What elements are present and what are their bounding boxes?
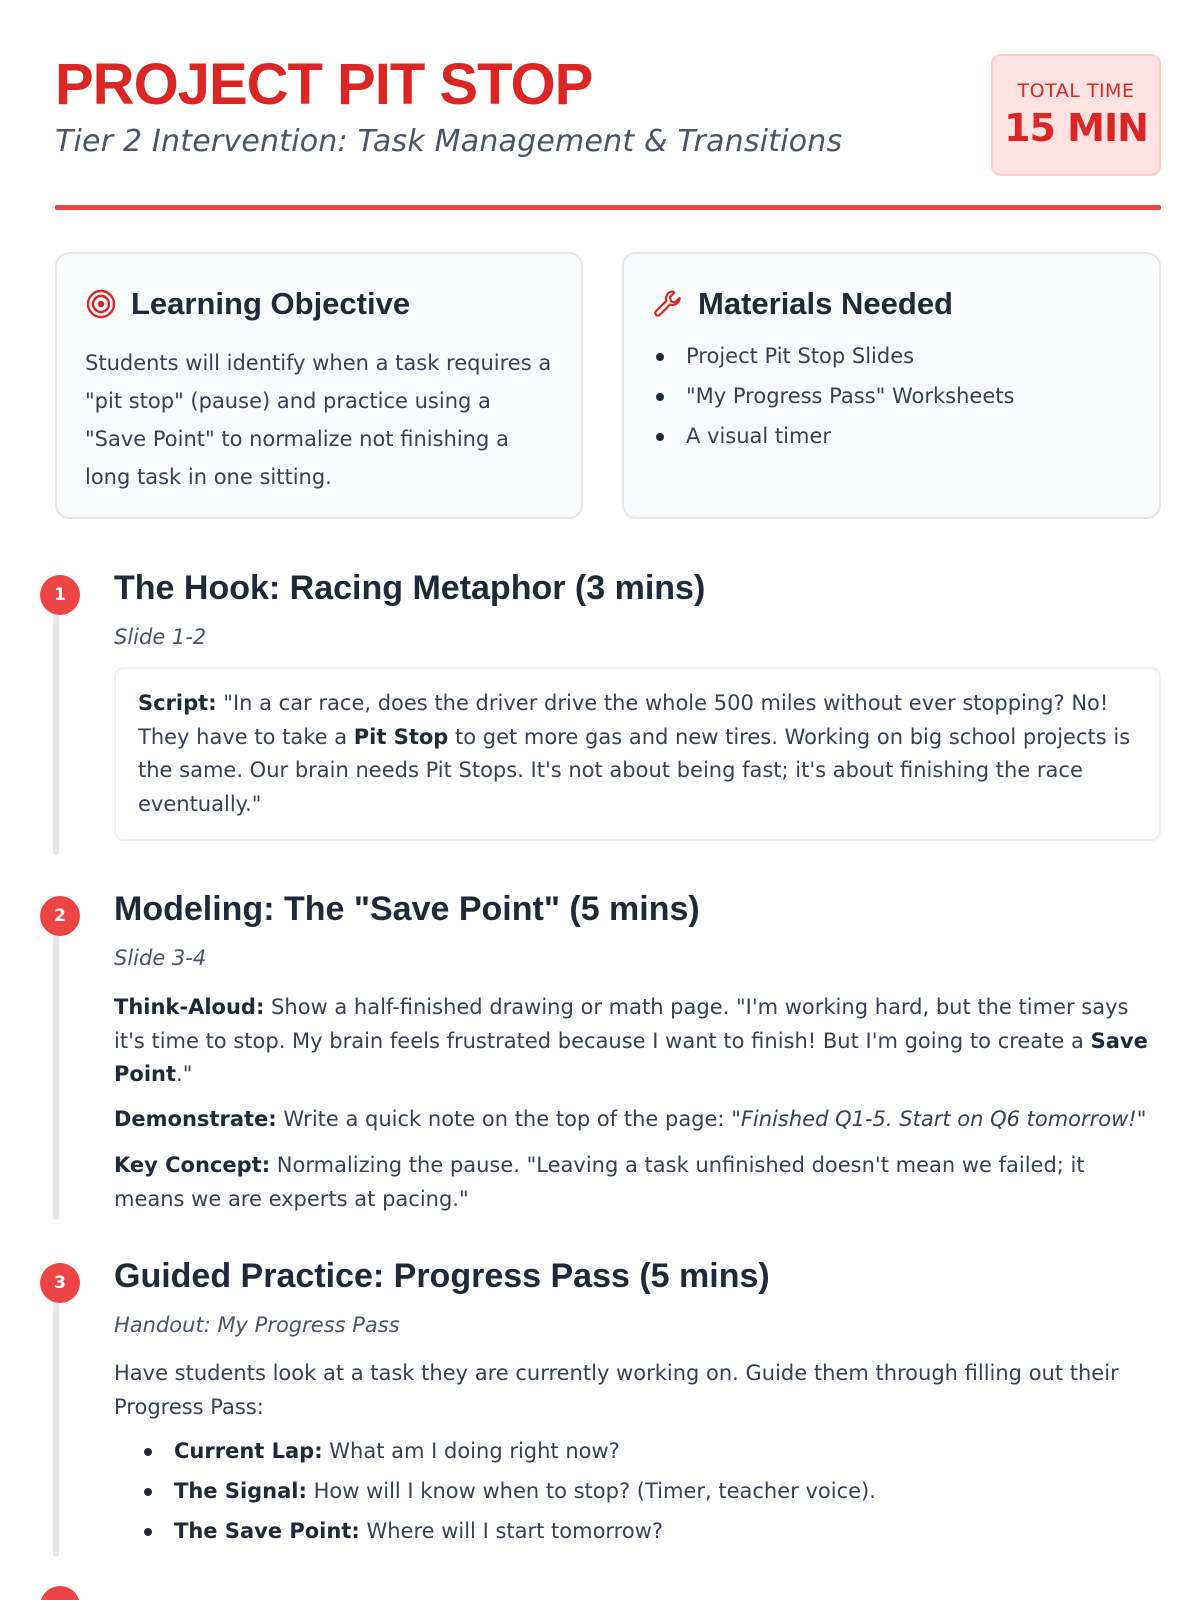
section-slide-ref: Slide 3-4 <box>114 946 207 970</box>
timeline-line <box>53 920 59 1220</box>
section-title: Modeling: The "Save Point" (5 mins) <box>114 890 700 928</box>
list-item <box>114 1431 876 1471</box>
item-text: How will I know when to stop? (Timer, teacher voice). <box>306 1479 876 1503</box>
demonstrate-note: "Finished Q1-5. Start on Q6 tomorrow!" <box>731 1107 1147 1131</box>
section-hook <box>40 569 1161 855</box>
script-bold: Pit Stop <box>353 724 449 749</box>
script-label: Script: <box>138 691 217 715</box>
materials-list <box>652 336 1014 456</box>
total-time-value: 15 MIN <box>1004 106 1148 150</box>
script-text-end: to get more gas and new tires. Working on big school projects is the same. Our brain needs Pit Stops. It's not about being fast; it's about finishing the race eventually." <box>138 724 1131 816</box>
materials-title: Materials Needed <box>698 286 953 321</box>
item-text: What am I doing right now? <box>322 1439 620 1463</box>
materials-header <box>652 286 953 322</box>
learning-objective-text: Students will identify when a task requires a "pit stop" (pause) and practice using a "Save Point" to normalize not finishing a long task in one sitting. <box>85 351 552 489</box>
list-item: A visual timer <box>652 416 1014 456</box>
think-aloud-label: Think-Aloud: <box>114 995 265 1019</box>
list-item: Project Pit Stop Slides <box>652 336 1014 376</box>
wrench-icon <box>652 288 684 320</box>
list-item <box>114 1471 876 1511</box>
script-text: "In a car race, does the driver drive the whole 500 miles without ever stopping? No! They have to take a <box>138 691 1109 749</box>
total-time-label: TOTAL TIME <box>1017 80 1135 102</box>
step-number-badge: 3 <box>40 1263 80 1303</box>
next-step-badge <box>40 1586 80 1600</box>
timeline-line <box>53 1287 59 1557</box>
step-number-badge: 1 <box>40 575 80 615</box>
key-concept-paragraph <box>114 1149 1161 1216</box>
learning-objective-title: Learning Objective <box>131 286 411 321</box>
list-item: "My Progress Pass" Worksheets <box>652 376 1014 416</box>
think-aloud-paragraph <box>114 991 1161 1092</box>
item-label: The Signal: <box>174 1479 307 1503</box>
learning-objective-card <box>55 252 583 519</box>
section-handout-ref: Handout: My Progress Pass <box>114 1313 400 1337</box>
page-title: PROJECT PIT STOP <box>55 52 593 117</box>
section-slide-ref: Slide 1-2 <box>114 625 207 649</box>
timeline-line <box>53 599 59 855</box>
section-title: The Hook: Racing Metaphor (3 mins) <box>114 569 706 607</box>
list-item <box>114 1511 876 1551</box>
demonstrate-paragraph <box>114 1103 1161 1137</box>
item-label: Current Lap: <box>174 1439 323 1463</box>
think-aloud-text: Show a half-finished drawing or math page. "I'm working hard, but the timer says it's time to stop. My brain feels frustrated because I want to finish! But I'm going to create a <box>114 995 1129 1053</box>
header-divider <box>55 205 1161 210</box>
learning-objective-header <box>85 286 410 322</box>
step-number-badge: 2 <box>40 896 80 936</box>
guided-practice-intro: Have students look at a task they are currently working on. Guide them through filling out their Progress Pass: <box>114 1361 1119 1419</box>
key-concept-text: Normalizing the pause. "Leaving a task unfinished doesn't mean we failed; it means we are experts at pacing." <box>114 1153 1085 1211</box>
materials-card <box>622 252 1161 519</box>
section-title: Guided Practice: Progress Pass (5 mins) <box>114 1257 770 1295</box>
demonstrate-label: Demonstrate: <box>114 1107 277 1131</box>
demonstrate-text: Write a quick note on the top of the page: <box>276 1107 732 1131</box>
target-icon <box>85 288 117 320</box>
think-aloud-end: ." <box>176 1062 193 1086</box>
save-point-bold: Save Point <box>114 1028 1148 1086</box>
page-subtitle: Tier 2 Intervention: Task Management & Transitions <box>55 124 843 159</box>
page-header <box>55 52 1161 212</box>
progress-pass-list <box>114 1431 876 1551</box>
item-label: The Save Point: <box>174 1519 360 1543</box>
key-concept-label: Key Concept: <box>114 1153 271 1177</box>
section-guided-practice <box>40 1257 1161 1563</box>
script-box <box>114 667 1161 841</box>
total-time-badge <box>991 54 1161 176</box>
item-text: Where will I start tomorrow? <box>359 1519 664 1543</box>
section-modeling <box>40 890 1161 1226</box>
